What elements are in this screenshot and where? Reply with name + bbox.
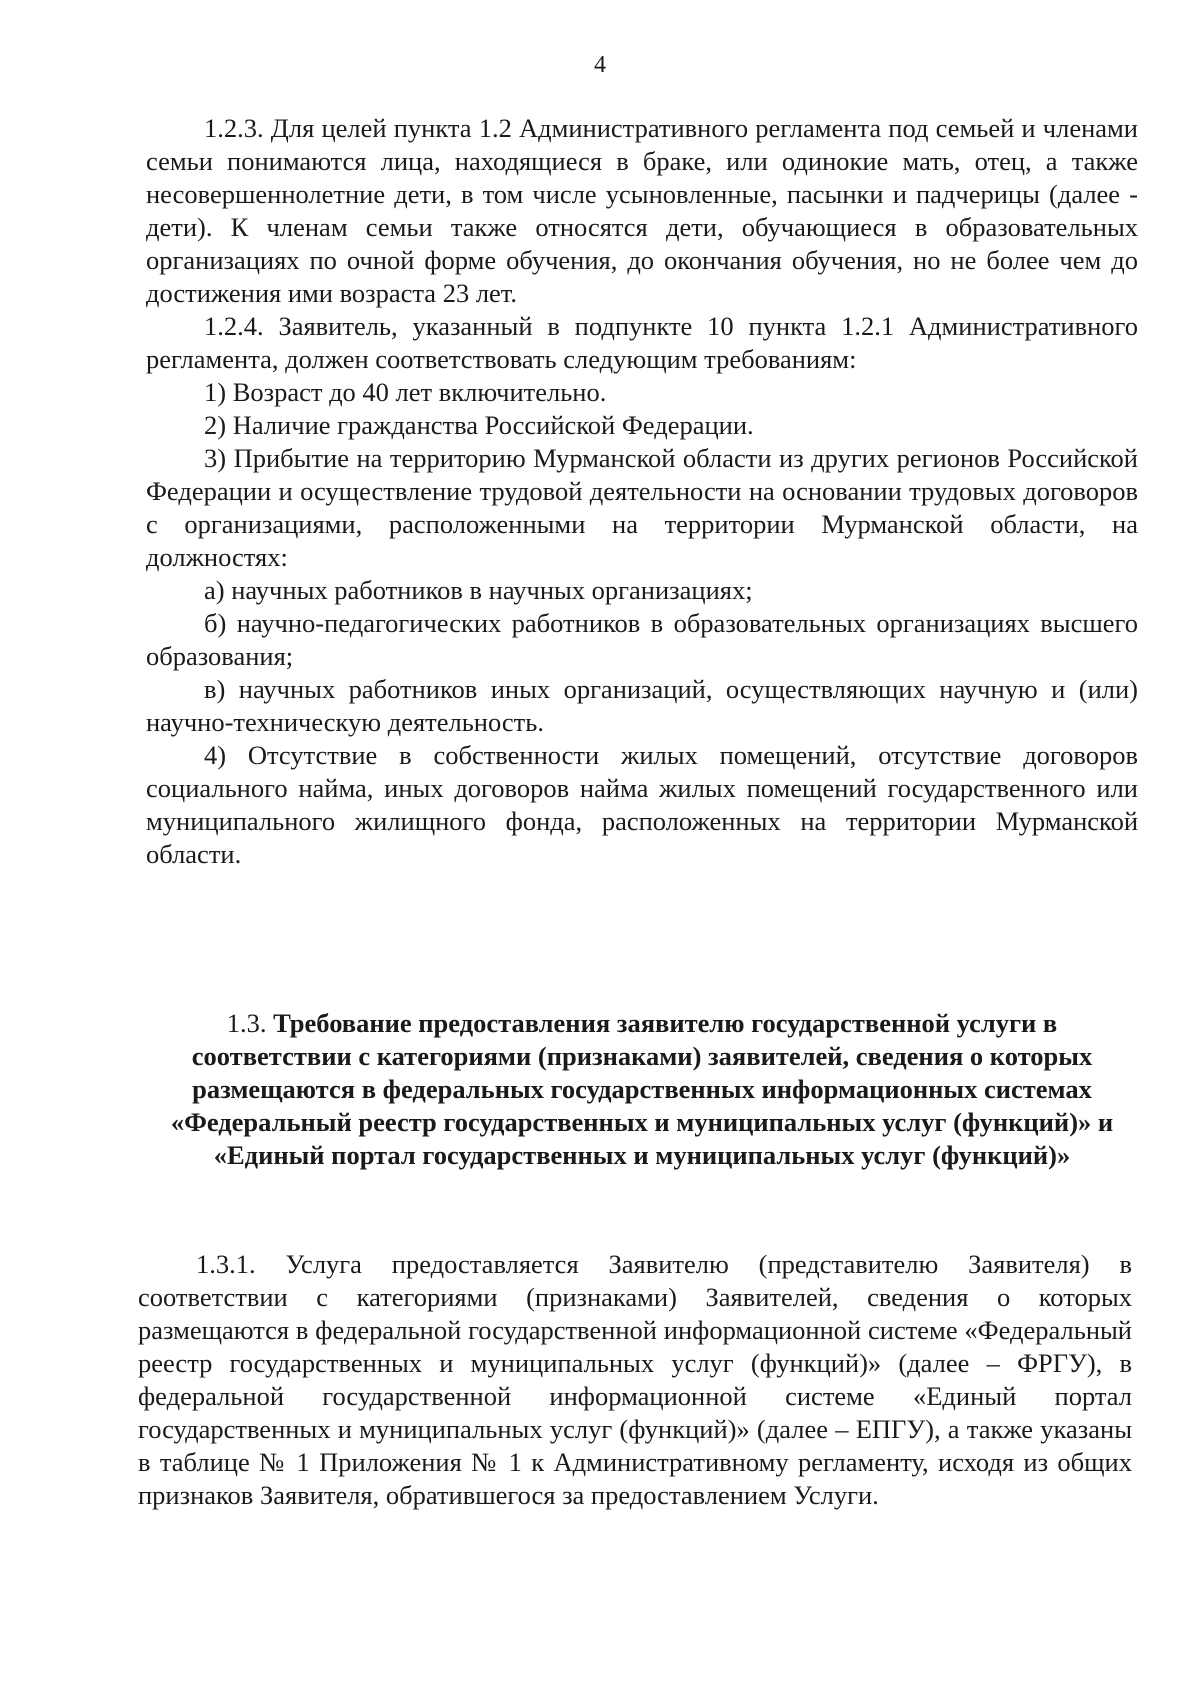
page-number: 4 — [594, 52, 606, 78]
requirement-item-2: 2) Наличие гражданства Российской Федерации. — [204, 410, 754, 440]
section-heading-1-3 — [146, 1007, 1138, 1172]
section-heading-number: 1.3. — [226, 1008, 267, 1038]
paragraph-1-2-3: 1.2.3. Для целей пункта 1.2 Административного регламента под семьей и членами семьи понимаются лица, находящиеся в браке, или одинокие мать, отец, а также несовершеннолетние дети, в том числе усыновленные, пасынки и падчерицы (далее - дети). К членам семьи также относятся дети, обучающиеся в образовательных организациях по очной форме обучения, до окончания обучения, но не более чем до достижения ими возраста 23 лет. — [146, 113, 1138, 308]
requirement-item-3: 3) Прибытие на территорию Мурманской области из других регионов Российской Федерации и осуществление трудовой деятельности на основании трудовых договоров с организациями, расположенными на территории Мурманской области, на должностях: — [146, 443, 1138, 572]
requirement-item-4: 4) Отсутствие в собственности жилых помещений, отсутствие договоров социального найма, иных договоров найма жилых помещений государственного или муниципального жилищного фонда, расположенных на территории Мурманской области. — [146, 740, 1138, 869]
requirement-subitem-b: б) научно-педагогических работников в образовательных организациях высшего образования; — [146, 608, 1138, 671]
paragraph-1-3-1: 1.3.1. Услуга предоставляется Заявителю (представителю Заявителя) в соответствии с категориями (признаками) Заявителей, сведения о которых размещаются в федеральной государственной информационной системе «Федеральный реестр государственных и муниципальных услуг (функций)» (далее – ФРГУ), в федеральной государственной информационной системе «Единый портал государственных и муниципальных услуг (функций)» (далее – ЕПГУ), а также указаны в таблице № 1 Приложения № 1 к Административному регламенту, исходя из общих признаков Заявителя, обратившегося за предоставлением Услуги. — [138, 1249, 1132, 1510]
paragraph-1-2-4: 1.2.4. Заявитель, указанный в подпункте 10 пункта 1.2.1 Административного регламента, должен соответствовать следующим требованиям: — [146, 311, 1138, 374]
requirement-item-1: 1) Возраст до 40 лет включительно. — [204, 377, 607, 407]
section-1-2-body — [146, 112, 1138, 871]
requirement-subitem-v: в) научных работников иных организаций, осуществляющих научную и (или) научно-техническую деятельность. — [146, 674, 1138, 737]
requirement-subitem-a: а) научных работников в научных организациях; — [204, 575, 753, 605]
section-heading-title: Требование предоставления заявителю государственной услуги в соответствии с категориями (признаками) заявителей, сведения о которых размещаются в федеральных государственных информационных системах «Федеральный реестр государственных и муниципальных услуг (функций)» и «Единый портал государственных и муниципальных услуг (функций)» — [170, 1008, 1114, 1170]
section-1-3-body — [138, 1248, 1132, 1512]
